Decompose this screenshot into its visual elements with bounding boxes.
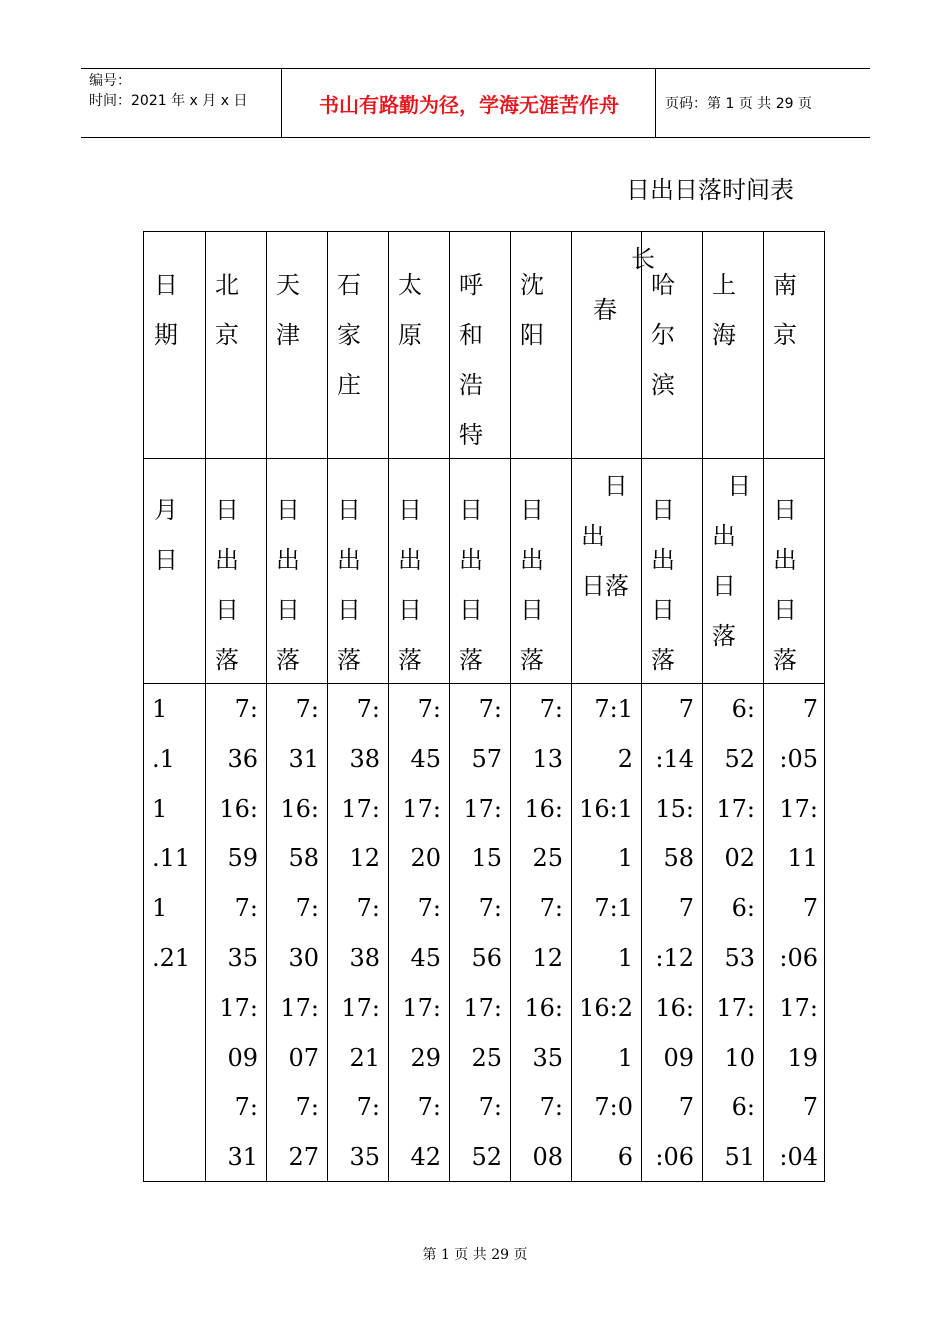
table-rule [702, 232, 703, 1181]
subheader-cell: 日 出 日 落 [398, 496, 422, 674]
city-header: 沈 阳 [520, 271, 544, 349]
city-header: 哈 尔 滨 [651, 271, 675, 399]
header-motto: 书山有路勤为径，学海无涯苦作舟 [319, 92, 619, 117]
sunrise-sunset-table [143, 231, 825, 1182]
time-cell: 7: 38 17: 12 7: 38 17: 21 7: 35 [341, 695, 380, 1172]
page-footer: 第 1 页 共 29 页 [422, 1247, 528, 1263]
time-cell: 7:1 2 16:1 1 7:1 1 16:2 1 7:0 6 [579, 695, 633, 1172]
table-rule [327, 232, 328, 1181]
subheader-cell: 日 出 日 落 [651, 496, 675, 674]
city-header: 呼 和 浩 特 [459, 271, 483, 449]
time-cell: 7 :14 15: 58 7 :12 16: 09 7 :06 [655, 695, 694, 1172]
subheader-cell: 日 出 日 落 [520, 496, 544, 674]
city-header: 上 海 [712, 271, 736, 349]
header-meta [89, 71, 247, 111]
table-rule [388, 232, 389, 1181]
time-cell: 7: 31 16: 58 7: 30 17: 07 7: 27 [280, 695, 319, 1172]
table-rule [763, 232, 764, 1181]
subheader-cell: 日 出 日 落 [712, 472, 752, 650]
monthday-header: 月 日 [154, 496, 178, 574]
city-header-changchun-part: 春 [593, 296, 617, 324]
table-rule [266, 232, 267, 1181]
table-rule [571, 232, 572, 1181]
subheader-cell: 日 出 日 落 [215, 496, 239, 674]
city-header-changchun-part: 长 [631, 245, 655, 273]
table-rule [449, 232, 450, 1181]
header-divider [655, 69, 656, 137]
document-header [81, 68, 870, 138]
subheader-cell: 日 出 日 落 [276, 496, 300, 674]
city-header: 天 津 [276, 271, 300, 349]
table-rule [205, 232, 206, 1181]
city-header: 太 原 [398, 271, 422, 349]
subheader-cell: 日 出 日 落 [337, 496, 361, 674]
header-divider [281, 69, 282, 137]
date-header: 日 期 [154, 271, 178, 349]
table-rule [144, 683, 824, 684]
table-rule [641, 232, 642, 1181]
city-header: 北 京 [215, 271, 239, 349]
date-cell: 1 .1 1 .11 1 .21 [152, 695, 191, 972]
city-header: 石 家 庄 [337, 271, 361, 399]
time-cell: 7: 36 16: 59 7: 35 17: 09 7: 31 [219, 695, 258, 1172]
city-header: 南 京 [773, 271, 797, 349]
time-cell: 7 :05 17: 11 7 :06 17: 19 7 :04 [779, 695, 818, 1172]
subheader-cell: 日 出 日落 [581, 472, 629, 600]
time-cell: 7: 45 17: 20 7: 45 17: 29 7: 42 [402, 695, 441, 1172]
subheader-cell: 日 出 日 落 [459, 496, 483, 674]
subheader-cell: 日 出 日 落 [773, 496, 797, 674]
table-rule [510, 232, 511, 1181]
time-cell: 7: 13 16: 25 7: 12 16: 35 7: 08 [524, 695, 563, 1172]
page-title: 日出日落时间表 [626, 176, 794, 204]
time-label: 时间：2021 年 x 月 x 日 [89, 93, 248, 109]
number-label: 编号： [89, 73, 131, 89]
table-rule [144, 458, 824, 459]
time-cell: 7: 57 17: 15 7: 56 17: 25 7: 52 [463, 695, 502, 1172]
page-info: 页码：第 1 页 共 29 页 [665, 96, 812, 112]
time-cell: 6: 52 17: 02 6: 53 17: 10 6: 51 [716, 695, 755, 1172]
